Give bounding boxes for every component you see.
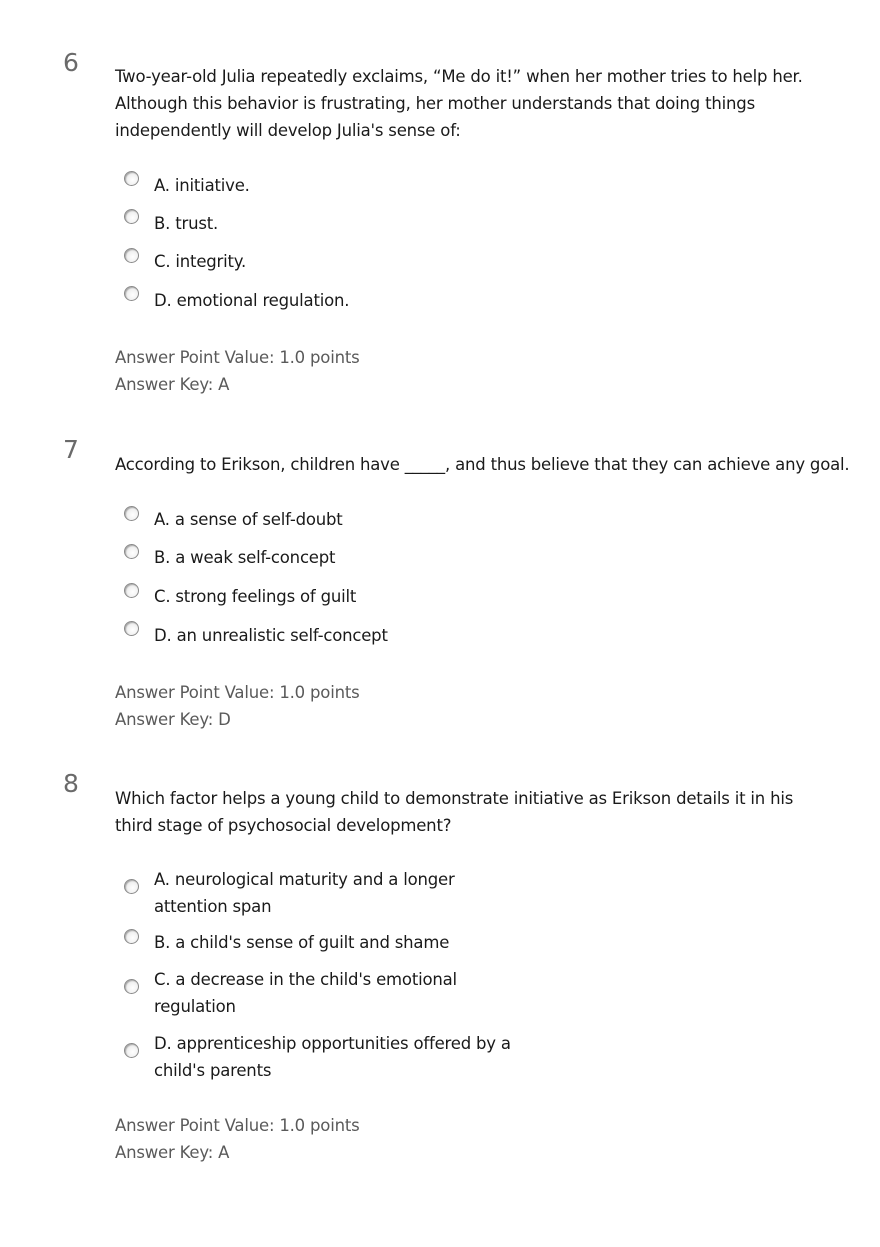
question-text: According to Erikson, children have _____, and thus believe that they can achieve any goal. [115,455,850,474]
option-d[interactable] [124,286,349,314]
radio-button[interactable] [124,1043,139,1058]
option-c[interactable] [124,583,356,610]
option-d[interactable] [124,621,388,649]
option-d[interactable] [124,1030,514,1084]
answer-key: Answer Key: D [115,710,231,729]
radio-button[interactable] [124,506,139,521]
radio-button[interactable] [124,979,139,994]
option-label[interactable]: B. a child's sense of guilt and shame [154,933,450,952]
option-label[interactable]: A. initiative. [154,176,250,195]
answer-point-value: Answer Point Value: 1.0 points [115,1116,360,1135]
radio-button[interactable] [124,879,139,894]
option-label[interactable]: A. a sense of self-doubt [154,510,343,529]
answer-key: Answer Key: A [115,1143,230,1162]
option-a[interactable] [124,866,464,920]
option-label[interactable]: D. an unrealistic self-concept [154,626,388,645]
question-number: 8 [63,769,79,798]
option-c[interactable] [124,966,464,1020]
option-b[interactable] [124,544,335,571]
question-text: Which factor helps a young child to demonstrate initiative as Erikson details it in his third stage of psychosocial development? [115,789,794,835]
option-label[interactable]: B. trust. [154,214,219,233]
radio-button[interactable] [124,209,139,224]
question-text: Two-year-old Julia repeatedly exclaims, “Me do it!” when her mother tries to help her. Although this behavior is frustrating, her mother understands that doing things independently will develop Julia's sense of: [115,67,803,140]
option-label[interactable]: C. a decrease in the child's emotional regulation [154,970,457,1016]
radio-button[interactable] [124,929,139,944]
option-b[interactable] [124,209,218,237]
option-label[interactable]: C. strong feelings of guilt [154,587,357,606]
option-a[interactable] [124,171,250,199]
radio-button[interactable] [124,286,139,301]
radio-button[interactable] [124,544,139,559]
radio-button[interactable] [124,583,139,598]
option-c[interactable] [124,248,246,275]
option-label[interactable]: D. apprenticeship opportunities offered by a child's parents [154,1034,511,1080]
radio-button[interactable] [124,621,139,636]
answer-key: Answer Key: A [115,375,230,394]
option-a[interactable] [124,506,343,533]
option-label[interactable]: B. a weak self-concept [154,548,336,567]
option-label[interactable]: D. emotional regulation. [154,291,350,310]
answer-point-value: Answer Point Value: 1.0 points [115,348,360,367]
option-label[interactable]: A. neurological maturity and a longer attention span [154,870,455,916]
question-number: 7 [63,435,79,464]
option-label[interactable]: C. integrity. [154,252,247,271]
radio-button[interactable] [124,248,139,263]
option-b[interactable] [124,929,494,956]
question-number: 6 [63,48,79,77]
answer-point-value: Answer Point Value: 1.0 points [115,683,360,702]
radio-button[interactable] [124,171,139,186]
